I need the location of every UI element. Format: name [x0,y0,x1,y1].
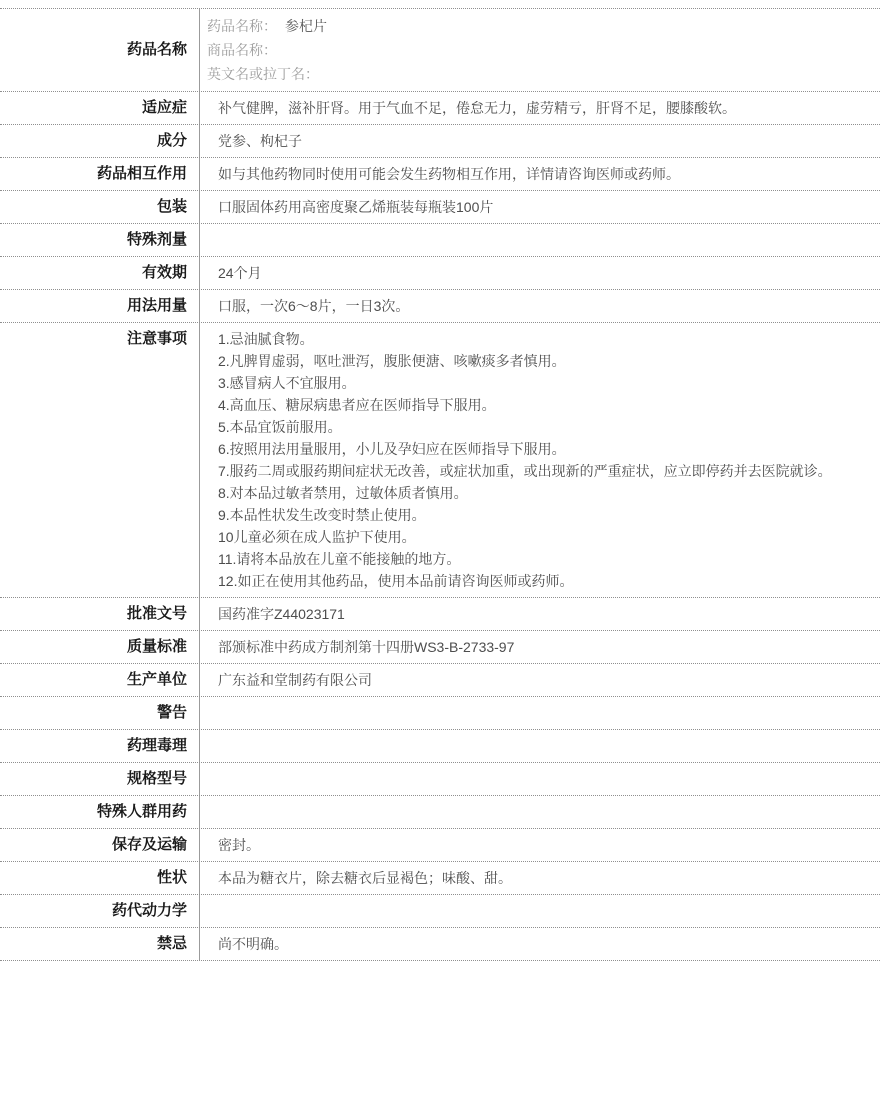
latin-name-line [207,62,870,86]
note-line: 2.凡脾胃虚弱，呕吐泄泻，腹胀便溏、咳嗽痰多者慎用。 [218,353,566,369]
row-value: 本品为糖衣片，除去糖衣后显褐色；味酸、甜。 [218,870,512,886]
table-row-description [0,862,880,895]
note-line: 6.按照用法用量服用，小儿及孕妇应在医师指导下服用。 [218,441,566,457]
table-row-storage [0,829,880,862]
table-row-drug-name [0,9,880,92]
row-label: 批准文号 [0,598,200,630]
note-line: 4.高血压、糖尿病患者应在医师指导下服用。 [218,397,496,413]
row-label: 性状 [0,862,200,894]
note-line: 12.如正在使用其他药品，使用本品前请咨询医师或药师。 [218,573,574,589]
note-line: 9.本品性状发生改变时禁止使用。 [218,507,426,523]
note-line: 5.本品宜饭前服用。 [218,419,342,435]
row-label: 用法用量 [0,290,200,322]
row-value [200,763,880,795]
row-label: 有效期 [0,257,200,289]
row-value [200,730,880,762]
drug-info-table [0,8,880,961]
table-row-pharmacokinetics [0,895,880,928]
row-value: 国药准字Z44023171 [218,606,345,622]
row-value: 密封。 [218,837,260,853]
table-row-quality-standard [0,631,880,664]
table-row-indications [0,92,880,125]
row-value [200,895,880,927]
row-label: 药代动力学 [0,895,200,927]
note-line: 7.服药二周或服药期间症状无改善，或症状加重，或出现新的严重症状，应立即停药并去医院就诊。 [218,463,832,479]
table-row-specification [0,763,880,796]
table-row-dosage [0,290,880,323]
drug-info-page [0,8,880,1098]
latin-name-sublabel: 英文名或拉丁名： [207,66,319,82]
table-row-interactions [0,158,880,191]
row-value: 部颁标准中药成方制剂第十四册WS3-B-2733-97 [218,639,515,655]
row-value [200,796,880,828]
drug-name-sublabel: 药品名称： [207,18,277,34]
row-label: 适应症 [0,92,200,124]
table-row-pharmacology [0,730,880,763]
drug-name-line [207,14,870,38]
table-row-shelf-life [0,257,880,290]
row-value [200,9,880,91]
table-row-special-dosage [0,224,880,257]
trade-name-line [207,38,870,62]
note-line: 3.感冒病人不宜服用。 [218,375,356,391]
table-row-packaging [0,191,880,224]
row-value [200,224,880,256]
row-label: 特殊剂量 [0,224,200,256]
table-row-approval-number [0,598,880,631]
row-label: 包装 [0,191,200,223]
row-label: 禁忌 [0,928,200,960]
drug-name-value: 参杞片 [285,18,327,34]
row-value: 口服，一次6～8片，一日3次。 [218,298,410,314]
row-label: 规格型号 [0,763,200,795]
row-label: 药理毒理 [0,730,200,762]
row-value: 如与其他药物同时使用可能会发生药物相互作用，详情请咨询医师或药师。 [218,166,680,182]
row-label: 生产单位 [0,664,200,696]
note-line: 10儿童必须在成人监护下使用。 [218,529,416,545]
note-line: 11.请将本品放在儿童不能接触的地方。 [218,551,461,567]
row-label: 药品相互作用 [0,158,200,190]
table-row-special-populations [0,796,880,829]
row-value: 党参、枸杞子 [218,133,302,149]
row-value [200,323,880,597]
row-label: 成分 [0,125,200,157]
row-label: 特殊人群用药 [0,796,200,828]
note-line: 1.忌油腻食物。 [218,331,314,347]
note-line: 8.对本品过敏者禁用，过敏体质者慎用。 [218,485,468,501]
row-value [200,697,880,729]
row-value: 24个月 [218,265,262,281]
table-row-manufacturer [0,664,880,697]
table-row-warning [0,697,880,730]
table-row-ingredients [0,125,880,158]
row-label: 注意事项 [0,323,200,597]
row-value: 口服固体药用高密度聚乙烯瓶装每瓶装100片 [218,199,494,215]
row-value: 广东益和堂制药有限公司 [218,672,372,688]
row-label: 药品名称 [0,9,200,91]
row-label: 警告 [0,697,200,729]
row-label: 质量标准 [0,631,200,663]
row-value: 补气健脾，滋补肝肾。用于气血不足，倦怠无力，虚劳精亏，肝肾不足，腰膝酸软。 [218,100,736,116]
row-label: 保存及运输 [0,829,200,861]
trade-name-sublabel: 商品名称： [207,42,277,58]
table-row-precautions [0,323,880,598]
table-row-contraindications [0,928,880,961]
row-value: 尚不明确。 [218,936,288,952]
